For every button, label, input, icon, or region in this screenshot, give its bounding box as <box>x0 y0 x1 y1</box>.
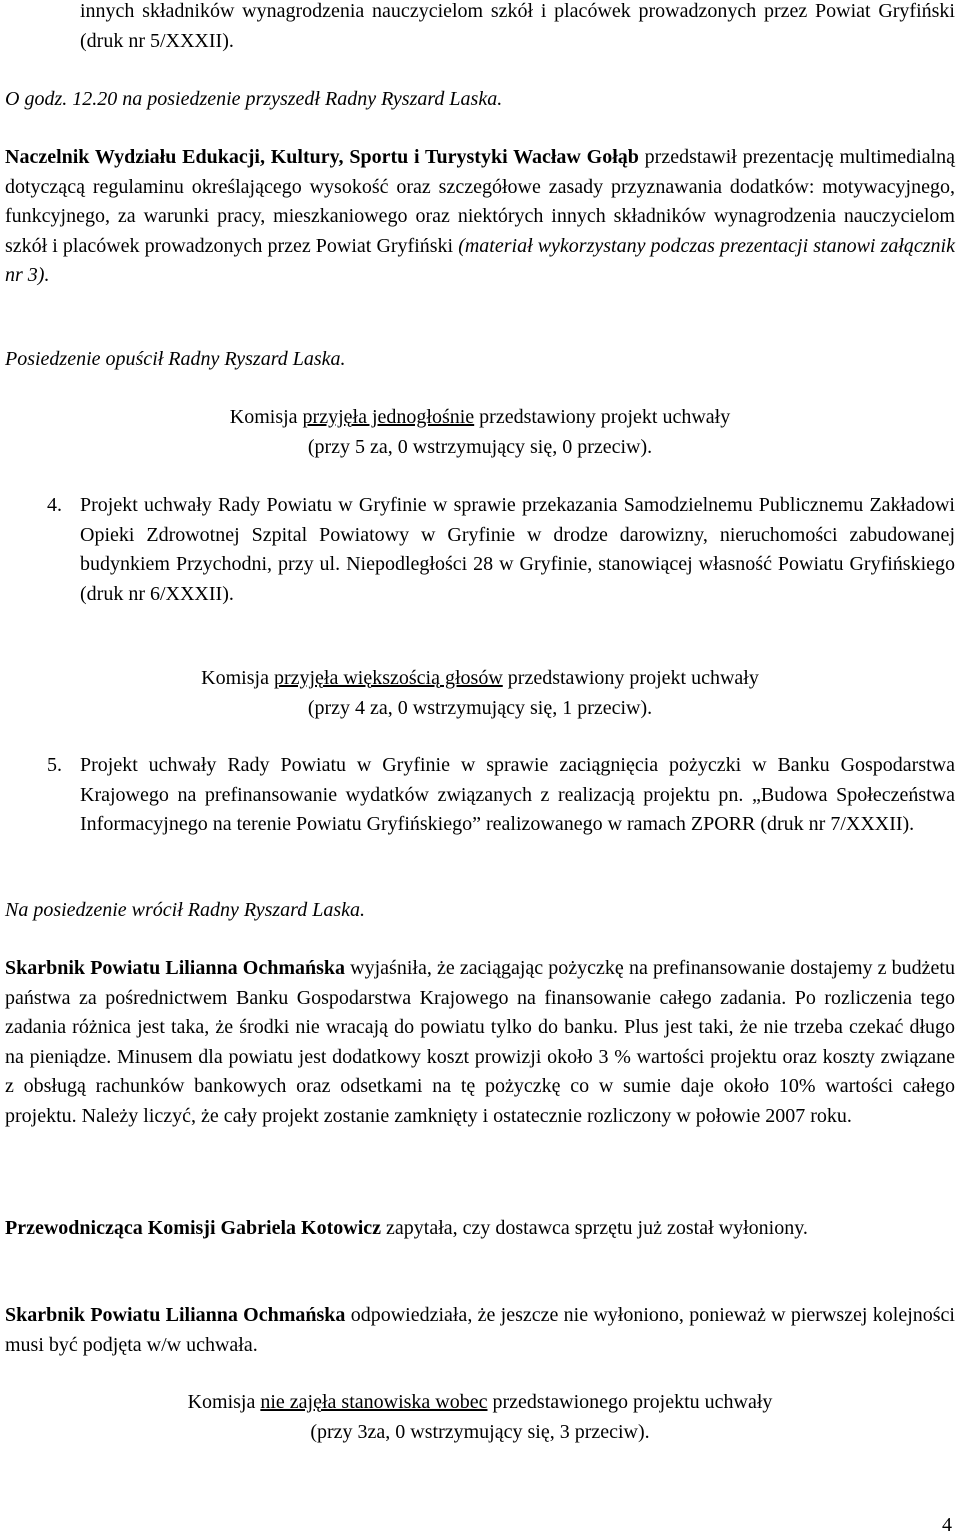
paragraph-treasurer-1 <box>5 954 955 1131</box>
page-number: 4 <box>942 1514 952 1536</box>
vote-tally: (przy 4 za, 0 wstrzymujący się, 1 przeciw). <box>307 696 653 719</box>
note-arrival: O godz. 12.20 na posiedzenie przyszedł Radny Ryszard Laska. <box>5 88 503 110</box>
paragraph-education-head <box>5 143 955 291</box>
paragraph-text: wyjaśniła, że zaciągając pożyczkę na prefinansowanie dostajemy z budżetu państwa za pośrednictwem Banku Gospodarstwa Krajowego na finansowanie całego zadania. Po rozliczenia tego zadania różnica jest taka, że środki nie wracają do powiatu tylko do banku. Plus jest taki, że nie trzeba czekać długo na pieniądze. Minusem dla powiatu jest dodatkowy koszt prowizji około 3 % wartości projektu oraz koszty związane z obsługą rachunków bankowych oraz odsetkami na tę pożyczkę co w sumie daje około 10% wartości całego projektu. Należy liczyć, że cały projekt zostanie zamknięty i ostatecznie rozliczony w połowie 2007 roku. <box>5 957 955 1127</box>
speaker-name: Skarbnik Powiatu Lilianna Ochmańska <box>5 1304 346 1326</box>
note-departure: Posiedzenie opuścił Radny Ryszard Laska. <box>5 348 346 370</box>
agenda-item-text: Projekt uchwały Rady Powiatu w Gryfinie w sprawie zaciągnięcia pożyczki w Banku Gospodarstwa Krajowego na prefinansowanie wydatków związanych z realizacją projektu pn. „Budowa Społeczeństwa Informacyjnego na terenie Powiatu Gryfińskiego” realizowanego w ramach ZPORR (druk nr 7/XXXII). <box>80 754 955 835</box>
vote-result-3 <box>0 1388 960 1447</box>
agenda-item-4 <box>47 491 955 609</box>
vote-tally: (przy 3za, 0 wstrzymujący się, 3 przeciw). <box>310 1420 650 1443</box>
vote-result-1 <box>0 403 960 462</box>
speaker-name: Naczelnik Wydziału Edukacji, Kultury, Sportu i Turystyki Wacław Gołąb <box>5 146 639 168</box>
paragraph-text: przedstawił prezentację multimedialną dotyczącą regulaminu określającego wysokość oraz szczegółowe zasady przyznawania dodatków: motywacyjnego, funkcyjnego, za warunki pracy, mieszkaniowego oraz niektórych innych składników wynagrodzenia nauczycielom szkół i placówek prowadzonych przez Powiat Gryfiński <box>5 146 955 257</box>
vote-result-2 <box>0 664 960 723</box>
top-continuation: innych składników wynagrodzenia nauczycielom szkół i placówek prowadzonych przez Powiat Gryfiński (druk nr 5/XXXII). <box>80 0 955 52</box>
agenda-item-number: 4. <box>47 494 62 516</box>
speaker-name: Przewodnicząca Komisji Gabriela Kotowicz <box>5 1217 382 1239</box>
vote-statement <box>0 664 960 694</box>
paragraph-text: odpowiedziała, że jeszcze nie wyłoniono, ponieważ w pierwszej kolejności musi być podjęta w/w uchwała. <box>5 1304 955 1356</box>
vote-statement <box>0 403 960 433</box>
attachment-note: (materiał wykorzystany podczas prezentacji stanowi załącznik nr 3). <box>5 234 955 286</box>
vote-prefix: Komisja <box>187 1391 261 1413</box>
paragraph-chair-question <box>5 1214 955 1244</box>
speaker-name: Skarbnik Powiatu Lilianna Ochmańska <box>5 957 346 979</box>
note-return: Na posiedzenie wrócił Radny Ryszard Laska. <box>5 899 365 921</box>
vote-suffix: przedstawiony projekt uchwały <box>474 406 731 428</box>
vote-tally: (przy 5 za, 0 wstrzymujący się, 0 przeciw). <box>307 435 653 458</box>
vote-suffix: przedstawionego projektu uchwały <box>487 1391 773 1413</box>
vote-statement <box>0 1388 960 1418</box>
agenda-item-5 <box>47 751 955 840</box>
agenda-item-number: 5. <box>47 754 62 776</box>
agenda-item-text: Projekt uchwały Rady Powiatu w Gryfinie w sprawie przekazania Samodzielnemu Publicznemu Zakładowi Opieki Zdrowotnej Szpital Powiatowy w Gryfinie w drodze darowizny, nieruchomości zabudowanej budynkiem Przychodni, przy ul. Niepodległości 28 w Gryfinie, stanowiącej własność Powiatu Gryfińskiego (druk nr 6/XXXII). <box>80 494 955 605</box>
vote-decision: przyjęła większością głosów <box>273 667 503 689</box>
vote-prefix: Komisja <box>229 406 303 428</box>
vote-decision: nie zajęła stanowiska wobec <box>260 1391 488 1413</box>
vote-decision: przyjęła jednogłośnie <box>302 406 475 428</box>
paragraph-treasurer-2 <box>5 1301 955 1360</box>
paragraph-text: zapytała, czy dostawca sprzętu już został wyłoniony. <box>381 1217 808 1239</box>
vote-prefix: Komisja <box>201 667 274 689</box>
vote-suffix: przedstawiony projekt uchwały <box>502 667 759 689</box>
